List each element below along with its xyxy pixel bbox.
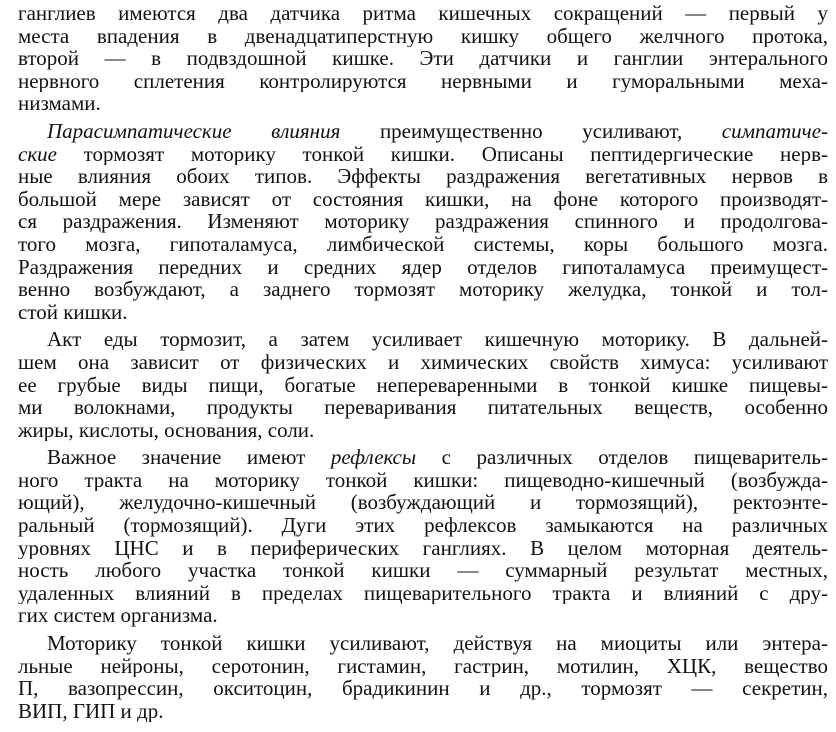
- text-line: [18, 700, 828, 723]
- italic-term: рефлексы: [330, 446, 417, 469]
- text-segment: большой мере зависят от состояния кишки, на фоне которого производят-: [18, 187, 828, 211]
- text-line: [18, 278, 828, 301]
- text-segment: Важное значение имеют: [47, 446, 331, 469]
- text-line: [18, 165, 828, 188]
- text-segment: места впадения в двенадцатиперстную кишку общего желчного протока,: [18, 24, 828, 48]
- text-segment: ВИП, ГИП и др.: [18, 699, 164, 723]
- text-segment: удаленных влияний в пределах пищеварительного тракта и влияний с дру-: [18, 581, 828, 605]
- text-line: [18, 2, 828, 25]
- text-segment: стой кишки.: [18, 300, 128, 324]
- italic-term: ские: [18, 142, 57, 166]
- text-line: [18, 70, 828, 93]
- paragraph-first-line: [18, 446, 828, 469]
- text-segment: низмами.: [18, 92, 101, 115]
- text-segment: Раздражения передних и средних ядер отделов гипоталамуса преимущест-: [18, 255, 828, 279]
- text-segment: второй — в подвздошной кишке. Эти датчики и ганглии энтерального: [18, 47, 828, 70]
- text-line: [18, 469, 828, 492]
- text-line: [18, 143, 828, 166]
- text-segment: ся раздражения. Изменяют моторику раздражения спинного и продолгова-: [18, 210, 828, 233]
- text-line: [18, 677, 828, 700]
- text-line: [18, 655, 828, 678]
- text-line: [18, 233, 828, 256]
- text-segment: тормозят моторику тонкой кишки. Описаны пептидергические нерв-: [56, 142, 828, 166]
- text-line: [18, 301, 828, 324]
- text-segment: гих систем организма.: [18, 604, 218, 628]
- text-line: [18, 604, 828, 627]
- text-line: [18, 396, 828, 419]
- text-segment: ющий), желудочно-кишечный (возбуждающий и тормозящий), ректоэнте-: [18, 491, 828, 515]
- text-line: [18, 491, 828, 514]
- text-segment: льные нейроны, серотонин, гистамин, гастрин, мотилин, ХЦК, вещество: [18, 654, 828, 678]
- text-line: [18, 582, 828, 605]
- text-segment: венно возбуждают, а заднего тормозят моторику желудка, тонкой и тол-: [18, 278, 828, 301]
- italic-term: Парасимпатические влияния: [47, 119, 341, 143]
- text-segment: нервного сплетения контролируются нервными и гуморальными меха-: [18, 69, 828, 93]
- text-line: [18, 210, 828, 233]
- text-segment: ми волокнами, продукты переваривания питательных веществ, особенно: [18, 396, 828, 419]
- text-line: [18, 25, 828, 48]
- text-line: [18, 351, 828, 374]
- text-segment: жиры, кислоты, основания, соли.: [18, 418, 315, 442]
- text-line: [18, 92, 828, 115]
- paragraph-first-line: [18, 120, 828, 143]
- text-segment: шем она зависит от физических и химических свойств химуса: усиливают: [18, 350, 828, 374]
- italic-term: симпатиче-: [721, 119, 828, 143]
- text-segment: ральный (тормозящий). Дуги этих рефлексов замыкаются на различных: [18, 514, 828, 537]
- text-line: [18, 514, 828, 537]
- text-line: [18, 419, 828, 442]
- text-segment: Моторику тонкой кишки усиливают, действуя на миоциты или энтера-: [47, 632, 828, 655]
- text-line: [18, 374, 828, 397]
- text-line: [18, 256, 828, 279]
- text-line: [18, 188, 828, 211]
- text-segment: П, вазопрессин, окситоцин, брадикинин и др., тормозят — секретин,: [18, 677, 828, 700]
- text-segment: ные влияния обоих типов. Эффекты раздражения вегетативных нервов в: [18, 165, 828, 188]
- text-segment: Акт еды тормозит, а затем усиливает кишечную моторику. В дальней-: [47, 328, 828, 351]
- text-line: [18, 537, 828, 560]
- text-segment: ганглиев имеются два датчика ритма кишечных сокращений — первый у: [18, 2, 828, 25]
- paragraph-first-line: [18, 632, 828, 655]
- text-segment: преимущественно усиливают,: [340, 119, 722, 143]
- text-segment: того мозга, гипоталамуса, лимбической системы, коры большого мозга.: [18, 232, 828, 256]
- text-line: [18, 559, 828, 582]
- paragraph-first-line: [18, 328, 828, 351]
- text-line: [18, 47, 828, 70]
- text-segment: ного тракта на моторику тонкой кишки: пищеводно-кишечный (возбужда-: [18, 468, 828, 492]
- text-segment: с различных отделов пищеваритель-: [416, 446, 828, 469]
- text-segment: ность любого участка тонкой кишки — суммарный результат местных,: [18, 559, 828, 582]
- text-segment: уровнях ЦНС и в периферических ганглиях. В целом моторная деятель-: [18, 536, 828, 560]
- text-segment: ее грубые виды пищи, богатые непереваренными в тонкой кишке пищевы-: [18, 373, 828, 397]
